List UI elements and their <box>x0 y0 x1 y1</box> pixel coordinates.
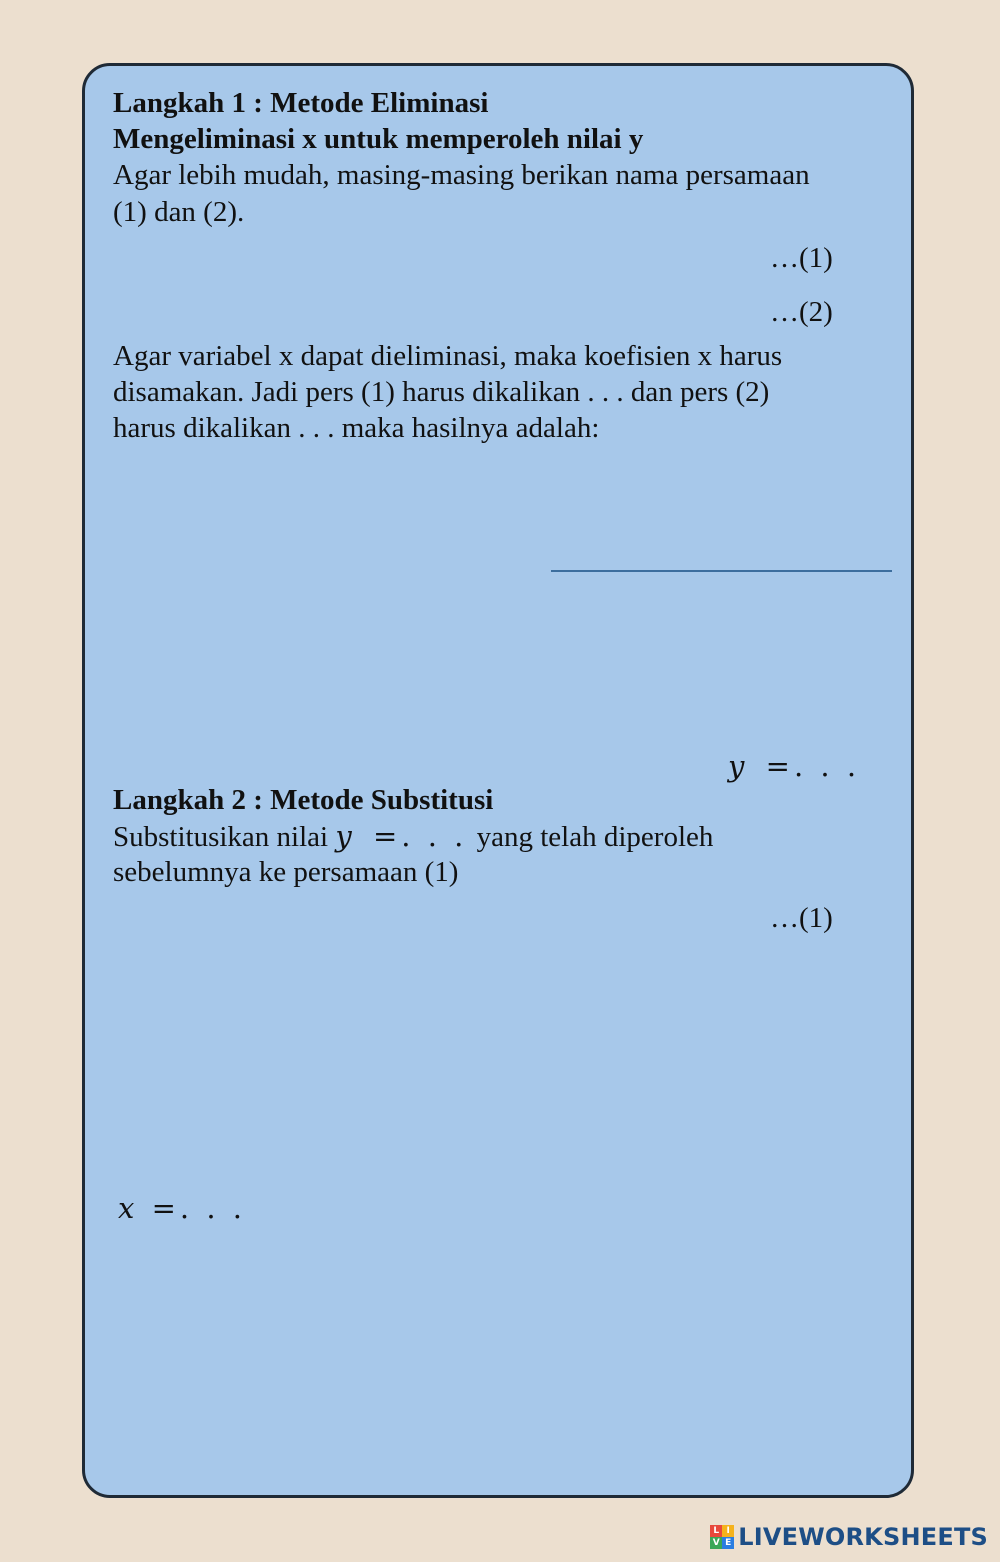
step1-title: Langkah 1 : Metode Eliminasi <box>113 87 489 119</box>
equation-1-label: …(1) <box>770 242 833 274</box>
step2-line1-suffix: yang telah diperoleh <box>476 821 714 853</box>
step2-equation-1-label: …(1) <box>770 902 833 934</box>
logo-mark-letter: L <box>710 1525 722 1537</box>
step1-instruction-line1: Agar variabel x dapat dieliminasi, maka koefisien x harus <box>113 340 783 372</box>
y-value-inline: =. . . <box>372 819 468 853</box>
equation-2-label: …(2) <box>770 296 833 328</box>
x-result-value: =. . . <box>151 1191 246 1225</box>
step1-instruction-line3: harus dikalikan . . . maka hasilnya adalah: <box>113 412 600 444</box>
step1-intro-line1: Agar lebih mudah, masing-masing berikan nama persamaan <box>113 159 810 191</box>
logo-mark-letter: I <box>722 1525 734 1537</box>
logo-mark-letter: E <box>722 1537 734 1549</box>
y-variable: y <box>728 749 745 783</box>
elimination-result-line <box>551 570 892 572</box>
y-variable-inline: y <box>335 819 352 853</box>
logo-text: LIVEWORKSHEETS <box>738 1523 988 1551</box>
y-result-value: =. . . <box>765 749 861 783</box>
step2-line2: sebelumnya ke persamaan (1) <box>113 856 459 888</box>
x-variable: x <box>118 1191 135 1225</box>
step1-intro-line2: (1) dan (2). <box>113 196 245 228</box>
logo-mark-icon <box>710 1525 734 1549</box>
x-result <box>118 1190 246 1227</box>
step1-subtitle: Mengeliminasi x untuk memperoleh nilai y <box>113 123 644 155</box>
step1-instruction-line2: disamakan. Jadi pers (1) harus dikalikan . . . dan pers (2) <box>113 376 770 408</box>
step2-title: Langkah 2 : Metode Substitusi <box>113 784 494 816</box>
liveworksheets-logo <box>710 1522 988 1552</box>
step2-line1-prefix: Substitusikan nilai <box>113 821 329 853</box>
y-result <box>728 748 860 785</box>
step2-line1 <box>113 818 713 855</box>
logo-mark-letter: V <box>710 1537 722 1549</box>
